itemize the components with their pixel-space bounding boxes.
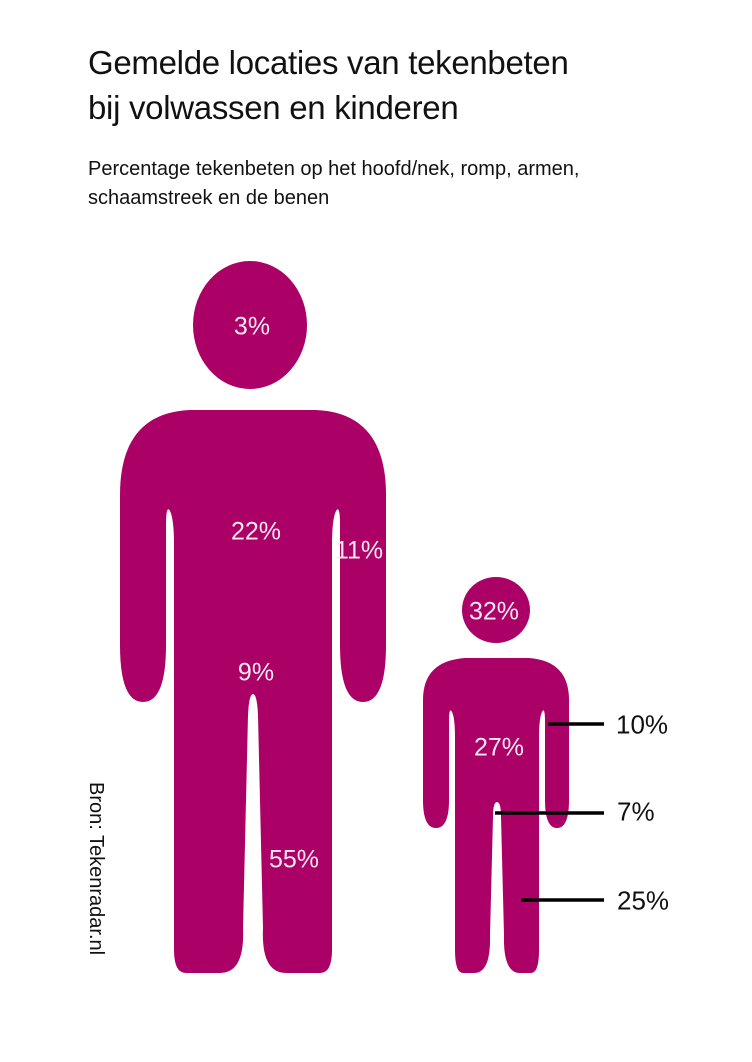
child-legs-callout-label: 25% bbox=[617, 885, 670, 916]
child-arm-callout-label: 10% bbox=[616, 709, 669, 740]
adult-arm-percentage: 11% bbox=[334, 536, 384, 565]
child-groin-callout-label: 7% bbox=[617, 796, 655, 827]
page-title-line1: Gemelde locaties van tekenbeten bbox=[88, 44, 569, 81]
source-credit: Bron: Tekenradar.nl bbox=[85, 782, 107, 956]
adult-legs-percentage: 55% bbox=[268, 845, 320, 874]
child-torso-percentage: 27% bbox=[473, 733, 525, 762]
page-title-line2: bij volwassen en kinderen bbox=[88, 89, 459, 126]
adult-head-percentage: 3% bbox=[233, 312, 271, 341]
child-head-percentage: 32% bbox=[468, 597, 520, 626]
page-subtitle-line2: schaamstreek en de benen bbox=[88, 187, 330, 209]
adult-groin-percentage: 9% bbox=[237, 658, 275, 687]
page-subtitle-line1: Percentage tekenbeten op het hoofd/nek, romp, armen, bbox=[88, 158, 580, 180]
child-body-shape bbox=[423, 658, 569, 973]
adult-torso-percentage: 22% bbox=[230, 517, 282, 546]
adult-body-shape bbox=[120, 410, 386, 973]
